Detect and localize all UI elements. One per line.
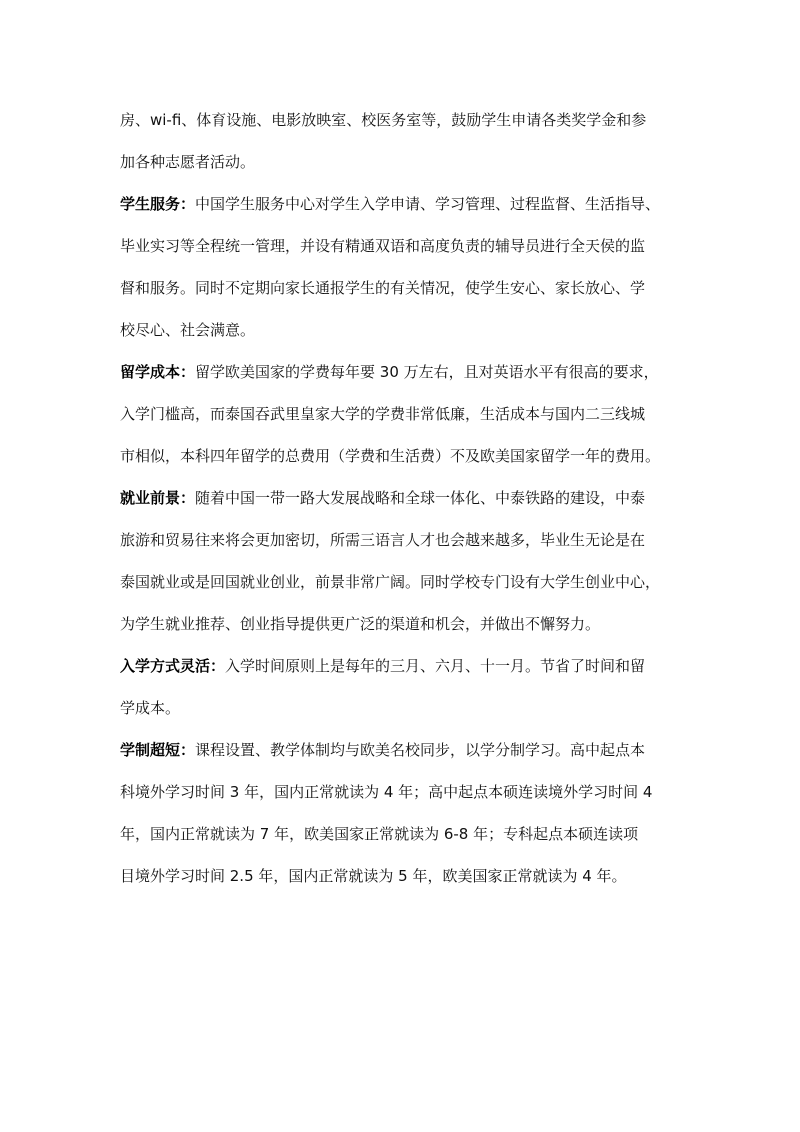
paragraph-employment — [120, 477, 682, 645]
text-line: 学成本。 — [120, 699, 181, 717]
text-line: 旅游和贸易往来将会更加密切，所需三语言人才也会越来越多，毕业生无论是在 — [120, 531, 646, 549]
section-heading: 就业前景： — [120, 489, 196, 507]
text-line: 毕业实习等全程统一管理，并设有精通双语和高度负责的辅导员进行全天侯的监 — [120, 237, 646, 255]
paragraph-duration — [120, 729, 682, 897]
text-line — [120, 351, 682, 393]
text-line — [120, 645, 682, 687]
text-line: 泰国就业或是回国就业创业，前景非常广阔。同时学校专门设有大学生创业中心， — [120, 573, 661, 591]
text-line: 加各种志愿者活动。 — [120, 153, 256, 171]
text-span: 中国学生服务中心对学生入学申请、学习管理、过程监督、生活指导、 — [195, 195, 661, 213]
document-body — [120, 99, 682, 897]
paragraph-admission — [120, 645, 682, 729]
text-line: 为学生就业推荐、创业指导提供更广泛的渠道和机会，并做出不懈努力。 — [120, 615, 601, 633]
section-heading: 学生服务： — [120, 195, 196, 213]
text-line: 督和服务。同时不定期向家长通报学生的有关情况，使学生安心、家长放心、学 — [120, 279, 646, 297]
text-line: 科境外学习时间 3 年，国内正常就读为 4 年；高中起点本硕连读境外学习时间 4 — [120, 783, 653, 801]
text-line: 房、wi-fi、体育设施、电影放映室、校医务室等，鼓励学生申请各类奖学金和参 — [120, 111, 647, 129]
section-heading: 学制超短： — [120, 741, 196, 759]
paragraph-facilities — [120, 99, 682, 183]
text-line: 市相似，本科四年留学的总费用（学费和生活费）不及欧美国家留学一年的费用。 — [120, 447, 661, 465]
section-heading: 留学成本： — [120, 363, 196, 381]
text-span: 课程设置、教学体制均与欧美名校同步，以学分制学习。高中起点本 — [195, 741, 646, 759]
text-line — [120, 477, 682, 519]
text-line: 目境外学习时间 2.5 年，国内正常就读为 5 年，欧美国家正常就读为 4 年。 — [120, 867, 627, 885]
text-line — [120, 183, 682, 225]
text-line: 入学门槛高，而泰国吞武里皇家大学的学费非常低廉，生活成本与国内二三线城 — [120, 405, 646, 423]
paragraph-study-cost — [120, 351, 682, 477]
text-span: 入学时间原则上是每年的三月、六月、十一月。节省了时间和留 — [225, 657, 646, 675]
text-line: 校尽心、社会满意。 — [120, 321, 256, 339]
text-span: 随着中国一带一路大发展战略和全球一体化、中泰铁路的建设，中泰 — [195, 489, 646, 507]
text-line — [120, 729, 682, 771]
text-span: 留学欧美国家的学费每年要 30 万左右，且对英语水平有很高的要求， — [195, 363, 659, 381]
paragraph-student-services — [120, 183, 682, 351]
section-heading: 入学方式灵活： — [120, 657, 226, 675]
text-line: 年，国内正常就读为 7 年，欧美国家正常就读为 6-8 年；专科起点本硕连读项 — [120, 825, 639, 843]
